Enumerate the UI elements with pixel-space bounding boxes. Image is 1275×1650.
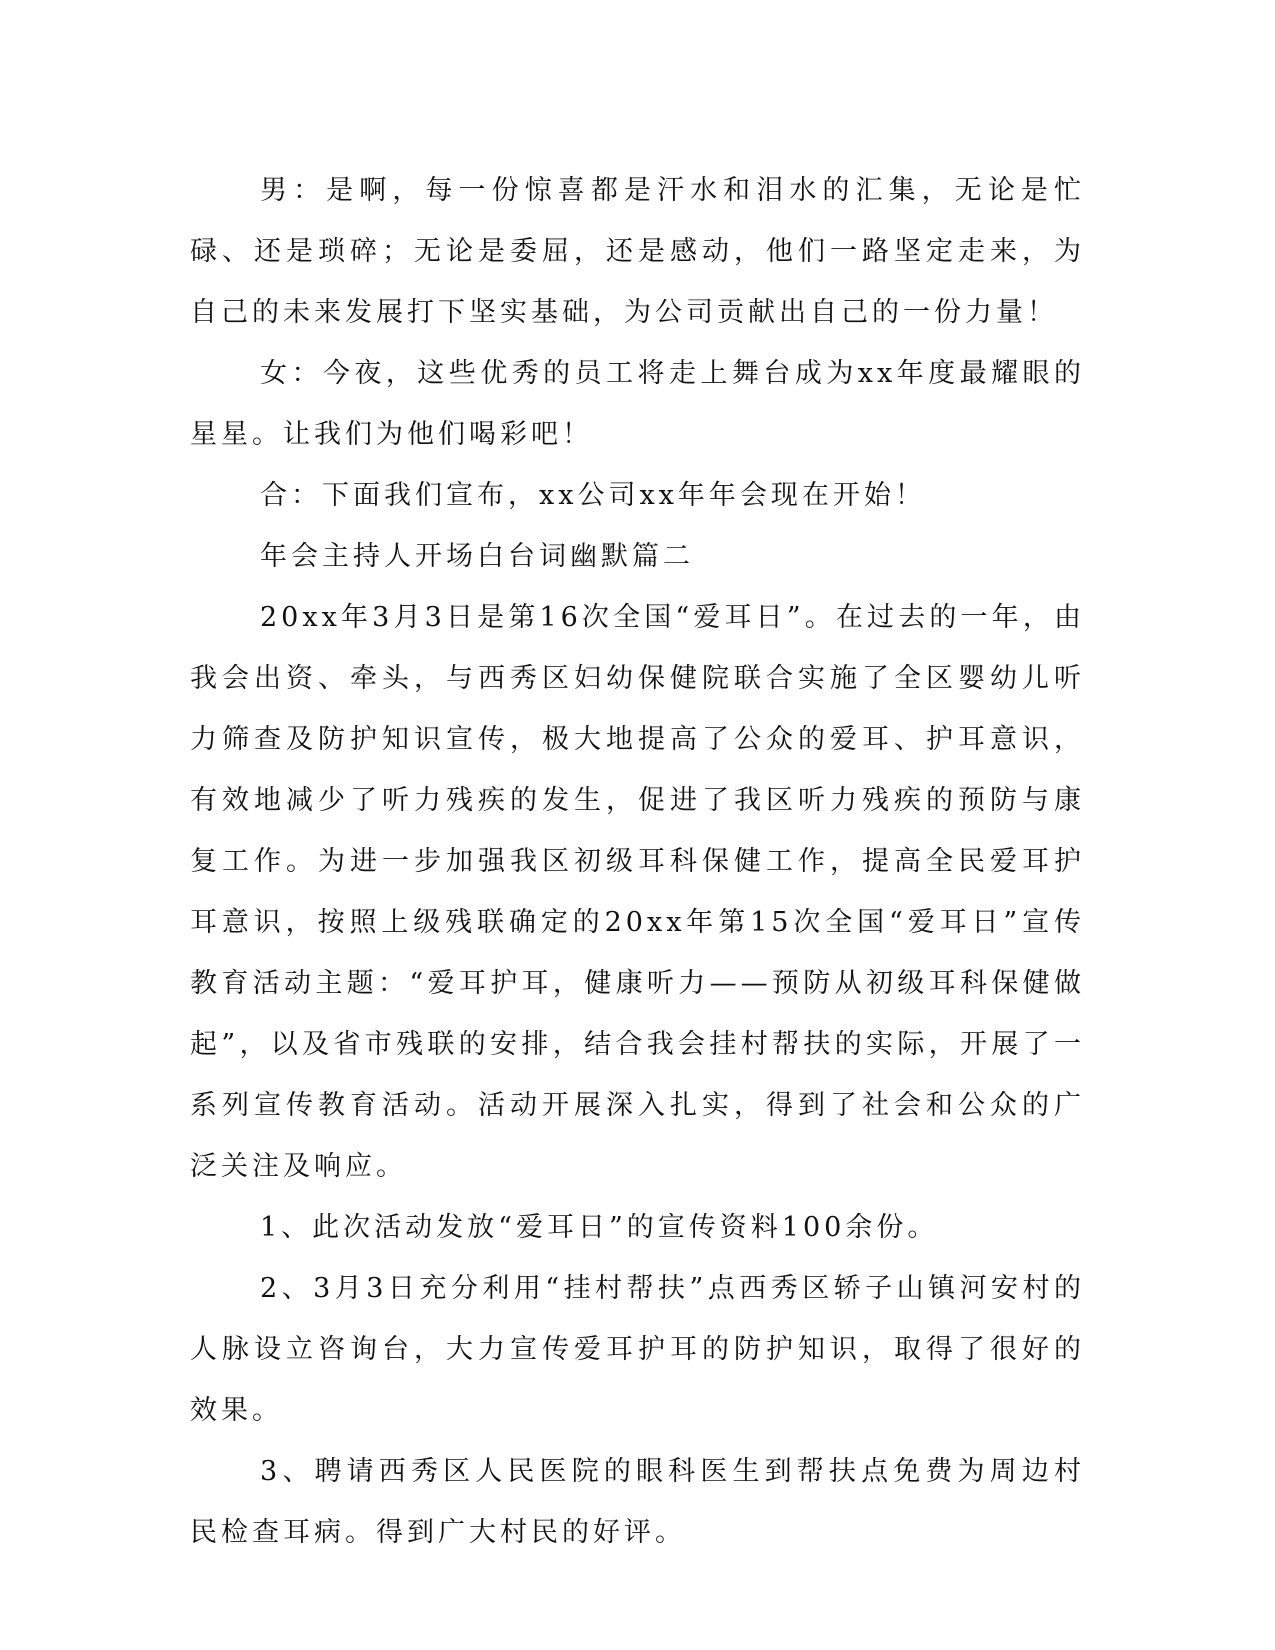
list-item-2: 2、3月3日充分利用“挂村帮扶”点西秀区轿子山镇河安村的人脉设立咨询台，大力宣传爱耳护耳的防护知识，取得了很好的效果。 [190, 1273, 1085, 1426]
section-heading: 年会主持人开场白台词幽默篇二 [260, 541, 694, 572]
dialogue-paragraph-female: 女：今夜，这些优秀的员工将走上舞台成为xx年度最耀眼的星星。让我们为他们喝彩吧！ [190, 358, 1085, 450]
list-item-1: 1、此次活动发放“爱耳日”的宣传资料100余份。 [260, 1212, 939, 1243]
document-body [190, 160, 1085, 1563]
section-intro-paragraph: 20xx年3月3日是第16次全国“爱耳日”。在过去的一年，由我会出资、牵头，与西秀区妇幼保健院联合实施了全区婴幼儿听力筛查及防护知识宣传，极大地提高了公众的爱耳、护耳意识，有效地减少了听力残疾的发生，促进了我区听力残疾的预防与康复工作。为进一步加强我区初级耳科保健工作，提高全民爱耳护耳意识，按照上级残联确定的20xx年第15次全国“爱耳日”宣传教育活动主题：“爱耳护耳，健康听力——预防从初级耳科保健做起”，以及省市残联的安排，结合我会挂村帮扶的实际，开展了一系列宣传教育活动。活动开展深入扎实，得到了社会和公众的广泛关注及响应。 [190, 602, 1085, 1182]
dialogue-paragraph-male: 男：是啊，每一份惊喜都是汗水和泪水的汇集，无论是忙碌、还是琐碎；无论是委屈，还是感动，他们一路坚定走来，为自己的未来发展打下坚实基础，为公司贡献出自己的一份力量！ [190, 175, 1085, 328]
list-item-3: 3、聘请西秀区人民医院的眼科医生到帮扶点免费为周边村民检查耳病。得到广大村民的好评。 [190, 1456, 1085, 1548]
dialogue-paragraph-together: 合：下面我们宣布，xx公司xx年年会现在开始！ [260, 480, 926, 511]
